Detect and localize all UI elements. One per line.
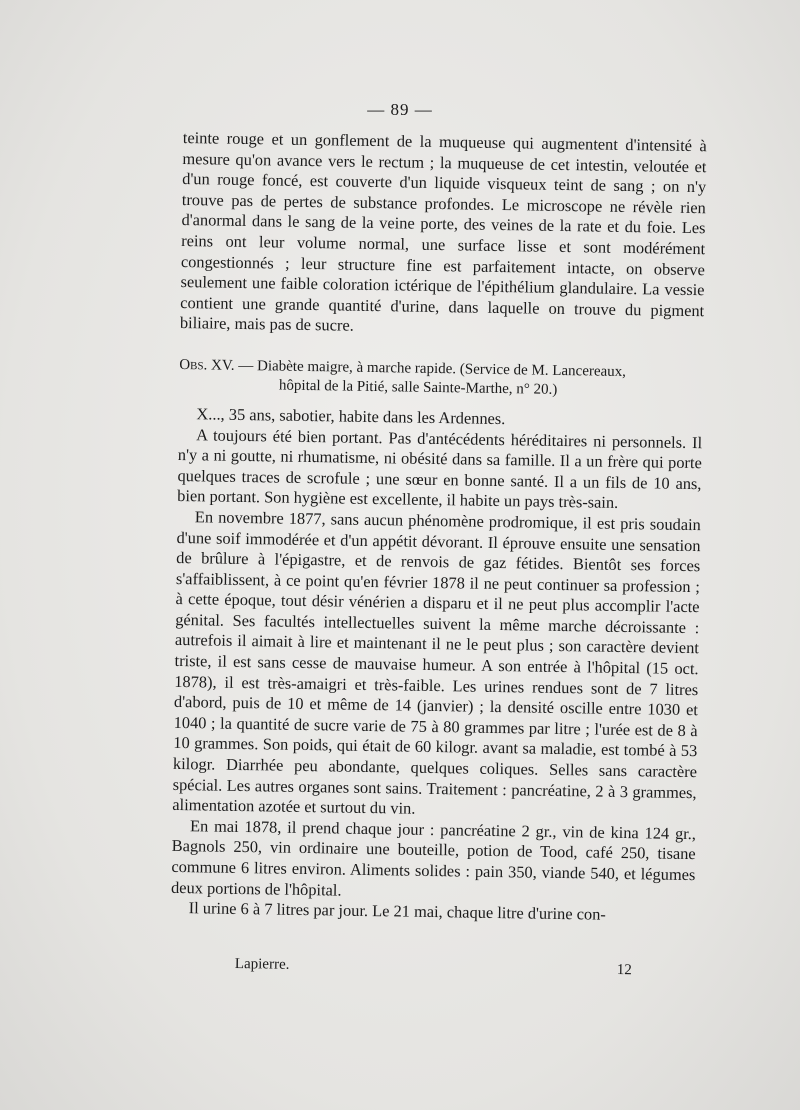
paragraph: Il urine 6 à 7 litres par jour. Le 21 mai, chaque litre d'urine con- xyxy=(188,898,606,924)
signature-mark: Lapierre. xyxy=(234,956,290,973)
observation-subtitle: hôpital de la Pitié, salle Sainte-Marthe, n° 20.) xyxy=(278,377,558,398)
paragraph: En novembre 1877, sans aucun phénomène prodromique, il est pris soudain d'une soif immodérée et d'un appétit dévorant. Il éprouve ensuite une sensation de brûlure à l'épigastre, et de renvois de gaz fétides. Bientôt ses forces s'affaiblissent, à ce point qu'en février 1878 il ne peut continuer sa profession ; à cette époque, tout désir vénérien a disparu et il ne peut plus accomplir l'acte génital. Ses facultés intellectuelles suivent la même marche décroissante : autrefois il aimait à lire et maintenant il ne le peut plus ; son caractère devient triste, il est sans cesse de mauvaise humeur. A son entrée à l'hôpital (15 oct. 1878), il est très-amaigri et très-faible. Les urines rendues sont de 7 litres d'abord, puis de 10 et même de 14 (janvier) ; la densité oscille entre 1030 et 1040 ; la quantité de sucre varie de 75 à 80 grammes par litre ; l'urée est de 8 à 10 grammes. Son poids, qui était de 60 kilogr. avant sa maladie, est tombé à 53 kilogr. Diarrhée peu abondante, quelques coliques. Selles sans caractère spécial. Les autres organes sont sains. Traitement : pancréatine, 2 à 3 grammes, alimentation azotée et surtout du vin. xyxy=(172,507,701,818)
paragraph: X..., 35 ans, sabotier, habite dans les Ardennes. xyxy=(196,404,506,429)
sheet-number: 12 xyxy=(616,962,632,979)
paragraph: A toujours été bien portant. Pas d'antécédents héréditaires ni personnels. Il n'y a ni goutte, ni rhumatisme, ni obésité dans sa famille. Il a un frère qui porte quelques traces de scrofule ; une sœur en bonne santé. Il a un fils de 10 ans, bien portant. Son hygiène est excellente, il habite un pays très-sain. xyxy=(177,424,703,513)
page-footer xyxy=(235,956,635,986)
observation-label: Obs. XV. xyxy=(179,356,235,374)
body-text xyxy=(171,128,707,927)
observation-title: — Diabète maigre, à marche rapide. (Service de M. Lancereaux, xyxy=(234,357,627,380)
page-number: — 89 — xyxy=(367,100,433,119)
paragraph: teinte rouge et un gonflement de la muqueuse qui augmentent d'intensité à mesure qu'on avance vers le rectum ; la muqueuse de cet intestin, veloutée et d'un rouge foncé, est couverte d'un liquide visqueux teint de sang ; on n'y trouve pas de pertes de substance profondes. Le microscope ne révèle rien d'anormal dans le sang de la veine porte, des veines de la rate et du foie. Les reins ont leur volume normal, une surface lisse et sont modérément congestionnés ; leur structure fine est parfaitement intacte, on observe seulement une faible coloration ictérique de l'épithélium glandulaire. La vessie contient une grande quantité d'urine, dans laquelle on trouve du pigment biliaire, mais pas de sucre. xyxy=(179,128,707,336)
paragraph: En mai 1878, il prend chaque jour : pancréatine 2 gr., vin de kina 124 gr., Bagnols 250, vin ordinaire une bouteille, potion de Tood, café 250, tisane commune 6 litres environ. Aliments solides : pain 350, viande 540, et légumes deux portions de l'hôpital. xyxy=(170,816,697,900)
